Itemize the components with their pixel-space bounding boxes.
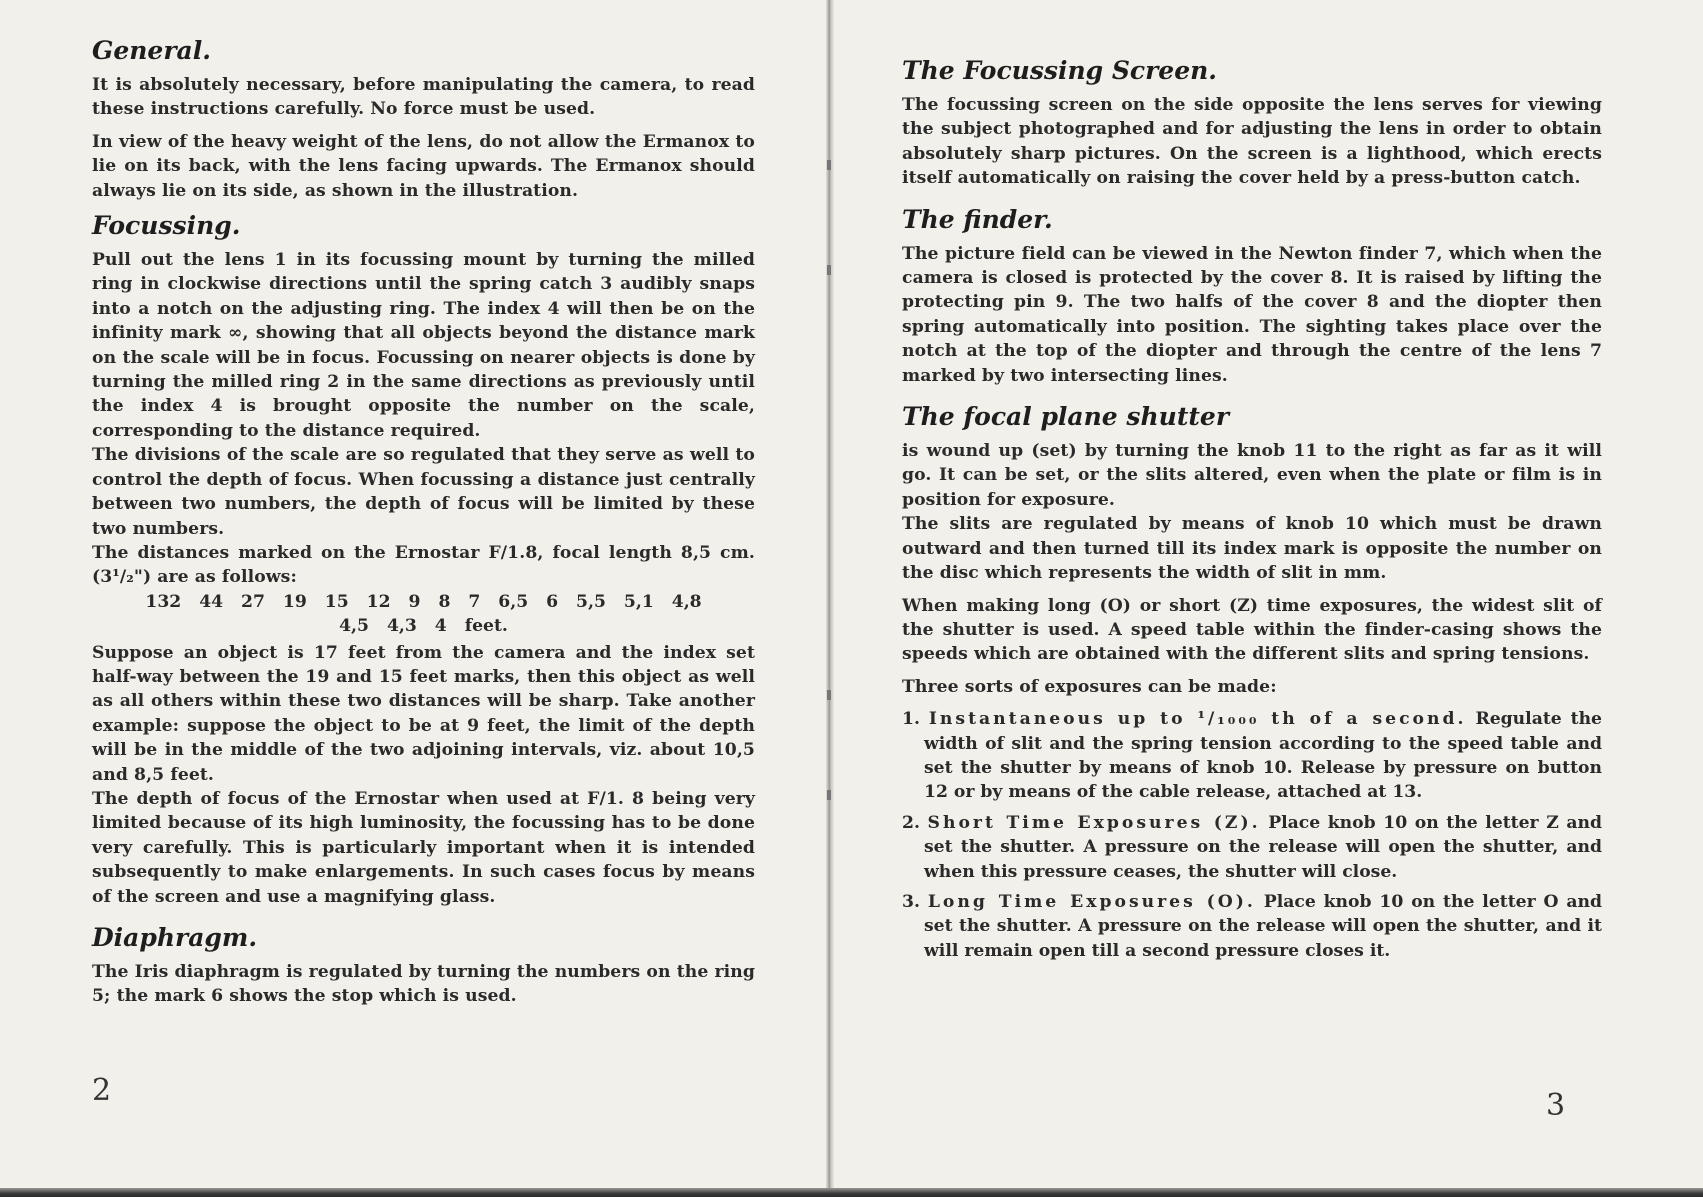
- exposure-item: [902, 707, 1602, 805]
- exposure-item-number: 1.: [902, 709, 920, 730]
- general-paragraph-2: In view of the heavy weight of the lens, do not allow the Ermanox to lie on its back, with the lens facing upwards. The Ermanox should always lie on its side, as shown in the illustration.: [92, 131, 755, 201]
- shutter-paragraph-1: is wound up (set) by turning the knob 11 to the right as far as it will go. It can be set, or the slits altered, even when the plate or film is in position for exposure.: [902, 441, 1602, 510]
- distance-values-line-1: 132 44 27 19 15 12 9 8 7 6,5 6 5,5 5,1 4,8: [145, 591, 702, 612]
- exposure-item-number: 3.: [902, 891, 920, 912]
- focussing-paragraph-3: The distances marked on the Ernostar F/1.8, focal length 8,5 cm. (3¹/₂") are as follows:: [92, 542, 755, 588]
- heading-general: General.: [92, 36, 211, 65]
- shutter-paragraph-4: Three sorts of exposures can be made:: [902, 676, 1277, 697]
- binding-mark: [827, 265, 831, 275]
- exposure-types-list: [902, 707, 1602, 963]
- distance-values-line-2: 4,5 4,3 4 feet.: [339, 616, 508, 637]
- exposure-item-text: Regulate the width of slit and the spring tension according to the speed table and set the shutter by means of knob 10. Release by pressure on button 12 or by means of the cable release, attached at 13.: [924, 709, 1602, 803]
- exposure-item: [902, 811, 1602, 884]
- focussing-paragraph-1: Pull out the lens 1 in its focussing mount by turning the milled ring in clockwise directions until the spring catch 3 audibly snaps into a notch on the adjusting ring. The index 4 will then be on the infinity mark ∞, showing that all objects beyond the distance mark on the scale will be in focus. Focussing on nearer objects is done by turning the milled ring 2 in the same directions as previously until the index 4 is brought opposite the number on the scale, corresponding to the distance required.: [92, 250, 755, 441]
- binding-mark: [827, 690, 831, 700]
- heading-focussing: Focussing.: [92, 211, 241, 241]
- diaphragm-paragraph-1: The Iris diaphragm is regulated by turning the numbers on the ring 5; the mark 6 shows the stop which is used.: [92, 962, 755, 1007]
- exposure-item-text: Place knob 10 on the letter Z and set the shutter. A pressure on the release will open the shutter, and when this pressure ceases, the shutter will close.: [924, 812, 1602, 882]
- exposure-item-number: 2.: [902, 812, 920, 833]
- finder-paragraph-1: The picture field can be viewed in the Newton finder 7, which when the camera is closed is protected by the cover 8. It is raised by lifting the protecting pin 9. The two halfs of the cover 8 and the diopter then spring automatically into position. The sighting takes place over the notch at the top of the diopter and through the centre of the lens 7 marked by two intersecting lines.: [902, 243, 1602, 386]
- right-text-column: [902, 56, 1602, 969]
- exposure-item-text: Place knob 10 on the letter O and set the shutter. A pressure on the release will open the shutter, and it will remain open till a second pressure closes it.: [924, 891, 1603, 961]
- scan-bottom-edge: [0, 1188, 1703, 1197]
- shutter-paragraph-3: When making long (O) or short (Z) time exposures, the widest slit of the shutter is used. A speed table within the finder-casing shows the speeds which are obtained with the different slits and spring tensions.: [902, 595, 1602, 665]
- heading-shutter: The focal plane shutter: [902, 402, 1230, 432]
- page-number-left: 2: [92, 1073, 112, 1108]
- left-text-column: [92, 36, 755, 1017]
- heading-focussing-screen: The Focussing Screen.: [902, 56, 1217, 85]
- focussing-paragraph-4: Suppose an object is 17 feet from the camera and the index set half-way between the 19 and 15 feet marks, then this object as well as all others within these two distances will be sharp. Take another example: suppose the object to be at 9 feet, the limit of the depth will be in the middle of the two adjoining intervals, viz. about 10,5 and 8,5 feet.: [92, 642, 755, 785]
- heading-diaphragm: Diaphragm.: [92, 923, 258, 952]
- right-page: [830, 0, 1703, 1192]
- exposure-item: [902, 890, 1602, 963]
- page-number-right: 3: [1546, 1088, 1566, 1123]
- exposure-item-title: Long Time Exposures (O).: [927, 891, 1256, 912]
- shutter-paragraph-2: The slits are regulated by means of knob 10 which must be drawn outward and then turned till its index mark is opposite the number on the disc which represents the width of slit in mm.: [902, 514, 1602, 584]
- exposure-item-title: Short Time Exposures (Z).: [927, 812, 1261, 833]
- heading-finder: The finder.: [902, 204, 1053, 234]
- general-paragraph-1: It is absolutely necessary, before manipulating the camera, to read these instructions carefully. No force must be used.: [92, 75, 755, 120]
- focussing-paragraph-5: The depth of focus of the Ernostar when used at F/1. 8 being very limited because of its high luminosity, the focussing has to be done very carefully. This is particularly important when it is intended subsequently to make enlargements. In such cases focus by means of the screen and use a magnifying glass.: [92, 788, 755, 907]
- screen-paragraph-1: The focussing screen on the side opposite the lens serves for viewing the subject photographed and for adjusting the lens in order to obtain absolutely sharp pictures. On the screen is a lighthood, which erects itself automatically on raising the cover held by a press-button catch.: [902, 95, 1602, 189]
- left-page: [0, 0, 830, 1192]
- binding-mark: [827, 160, 831, 170]
- exposure-item-title: Instantaneous up to ¹/₁₀₀₀ th of a second.: [928, 709, 1467, 730]
- focussing-paragraph-2: The divisions of the scale are so regulated that they serve as well to control the depth of focus. When focussing a distance just centrally between two numbers, the depth of focus will be limited by these two numbers.: [92, 445, 755, 539]
- binding-mark: [827, 790, 831, 800]
